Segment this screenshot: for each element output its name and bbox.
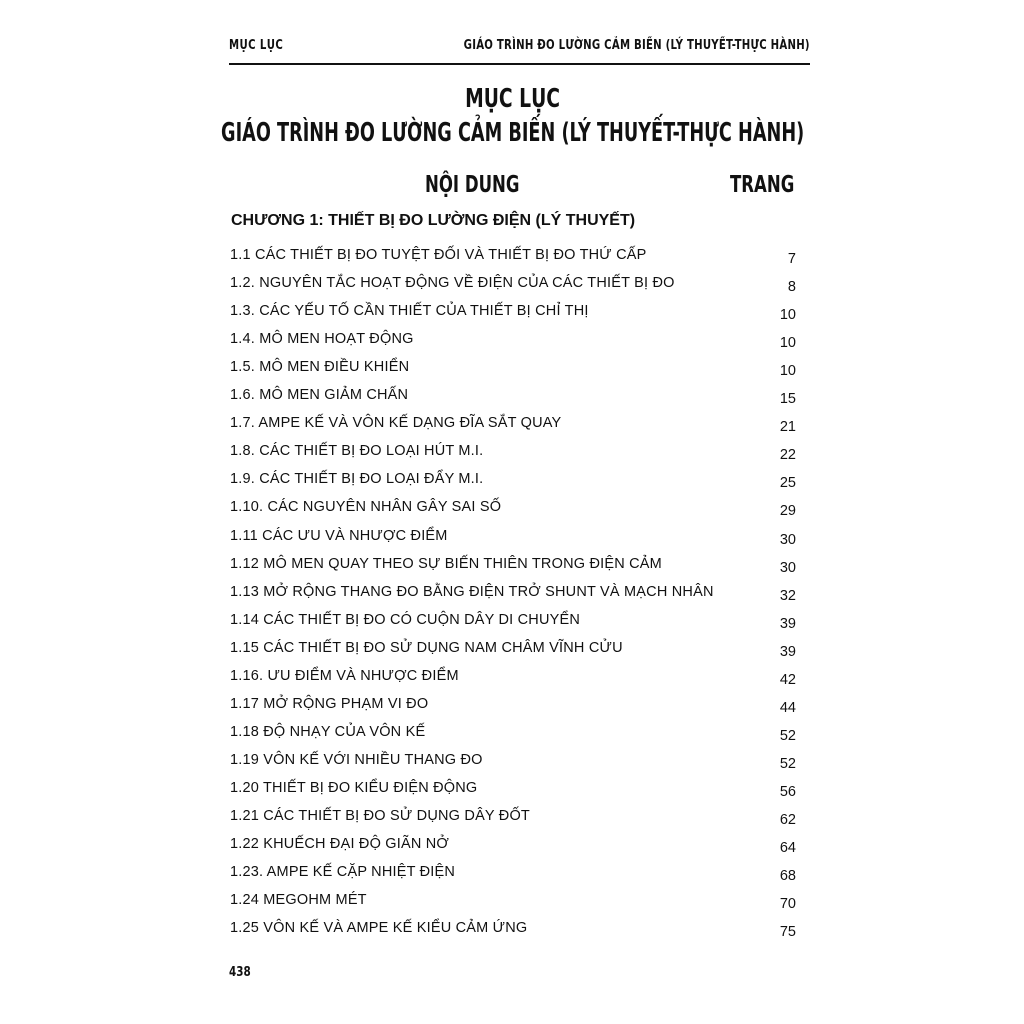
- toc-entry-label: 1.22 KHUẾCH ĐẠI ĐỘ GIÃN NỞ: [230, 836, 450, 852]
- toc-entry: [0, 528, 1024, 556]
- toc-entry: [0, 584, 1024, 612]
- toc-entry: [0, 724, 1024, 752]
- toc-entry-page: 64: [779, 840, 796, 856]
- page-column-heading: TRANG: [729, 172, 794, 198]
- toc-entry-page: 42: [779, 672, 796, 688]
- toc-entry: [0, 836, 1024, 864]
- toc-entry-label: 1.6. MÔ MEN GIẢM CHẤN: [230, 387, 409, 403]
- toc-entry-label: 1.9. CÁC THIẾT BỊ ĐO LOẠI ĐẨY M.I.: [230, 471, 484, 487]
- toc-entry-page: 7: [787, 251, 796, 267]
- toc-entry-page: 21: [779, 419, 796, 435]
- toc-entry: [0, 808, 1024, 836]
- toc-entry-page: 68: [779, 868, 796, 884]
- toc-entry-page: 39: [779, 616, 796, 632]
- toc-entry-label: 1.24 MEGOHM MÉT: [230, 892, 367, 908]
- toc-entry: [0, 556, 1024, 584]
- page-title: MỤC LỤC: [465, 84, 561, 114]
- toc-entry-label: 1.16. ƯU ĐIỂM VÀ NHƯỢC ĐIỂM: [230, 668, 459, 684]
- content-column-heading: NỘI DUNG: [425, 172, 520, 198]
- toc-entry: [0, 612, 1024, 640]
- toc-entry: [0, 331, 1024, 359]
- chapter-heading: CHƯƠNG 1: THIẾT BỊ ĐO LƯỜNG ĐIỆN (LÝ THUYẾT): [231, 212, 636, 229]
- toc-entry-page: 8: [787, 279, 796, 295]
- toc-entry: [0, 696, 1024, 724]
- toc-entry: [0, 471, 1024, 499]
- toc-entry-page: 30: [779, 560, 796, 576]
- page-number: 438: [229, 965, 251, 980]
- toc-entry-label: 1.10. CÁC NGUYÊN NHÂN GÂY SAI SỐ: [230, 499, 502, 515]
- toc-entry-page: 70: [779, 896, 796, 912]
- toc-entry: [0, 359, 1024, 387]
- toc-entry-label: 1.5. MÔ MEN ĐIỀU KHIỂN: [230, 359, 410, 375]
- toc-entry: [0, 443, 1024, 471]
- toc-entry-page: 52: [779, 756, 796, 772]
- toc-entry-page: 29: [779, 503, 796, 519]
- running-header-right: GIÁO TRÌNH ĐO LƯỜNG CẢM BIẾN (LÝ THUYẾT-THỰC HÀNH): [463, 38, 810, 53]
- toc-entry-page: 75: [779, 924, 796, 940]
- toc-entry: [0, 303, 1024, 331]
- toc-entry: [0, 387, 1024, 415]
- toc-entry-label: 1.15 CÁC THIẾT BỊ ĐO SỬ DỤNG NAM CHÂM VĨNH CỬU: [230, 640, 623, 656]
- toc-entry-label: 1.7. AMPE KẾ VÀ VÔN KẾ DẠNG ĐĨA SẮT QUAY: [230, 415, 562, 431]
- toc-entry: [0, 920, 1024, 948]
- toc-entry-page: 32: [779, 588, 796, 604]
- toc-entry: [0, 275, 1024, 303]
- toc-entry-label: 1.13 MỞ RỘNG THANG ĐO BẰNG ĐIỆN TRỞ SHUNT VÀ MẠCH NHÂN: [230, 584, 714, 600]
- toc-entry-label: 1.3. CÁC YẾU TỐ CẦN THIẾT CỦA THIẾT BỊ CHỈ THỊ: [230, 303, 589, 319]
- toc-entry-label: 1.19 VÔN KẾ VỚI NHIỀU THANG ĐO: [230, 752, 483, 768]
- toc-entry: [0, 499, 1024, 527]
- toc-entry-label: 1.17 MỞ RỘNG PHẠM VI ĐO: [230, 696, 429, 712]
- toc-entry-label: 1.12 MÔ MEN QUAY THEO SỰ BIẾN THIÊN TRONG ĐIỆN CẢM: [230, 556, 662, 572]
- toc-entry-page: 25: [779, 475, 796, 491]
- toc-entry-page: 44: [779, 700, 796, 716]
- toc-entry: [0, 892, 1024, 920]
- toc-entry: [0, 864, 1024, 892]
- toc-entry-label: 1.20 THIẾT BỊ ĐO KIỂU ĐIỆN ĐỘNG: [230, 780, 478, 796]
- toc-entry: [0, 640, 1024, 668]
- toc-entry-label: 1.23. AMPE KẾ CẶP NHIỆT ĐIỆN: [230, 864, 456, 880]
- toc-entry-label: 1.11 CÁC ƯU VÀ NHƯỢC ĐIỂM: [230, 528, 448, 544]
- toc-entry: [0, 415, 1024, 443]
- toc-entry-page: 10: [779, 335, 796, 351]
- toc-entry-label: 1.2. NGUYÊN TẮC HOẠT ĐỘNG VỀ ĐIỆN CỦA CÁC THIẾT BỊ ĐO: [230, 275, 675, 291]
- running-header-left: MỤC LỤC: [229, 38, 284, 53]
- toc-entry: [0, 752, 1024, 780]
- toc-entry-label: 1.8. CÁC THIẾT BỊ ĐO LOẠI HÚT M.I.: [230, 443, 484, 459]
- toc-entry: [0, 780, 1024, 808]
- toc-entry-label: 1.18 ĐỘ NHẠY CỦA VÔN KẾ: [230, 724, 426, 740]
- toc-entry-page: 39: [779, 644, 796, 660]
- toc-entry-label: 1.14 CÁC THIẾT BỊ ĐO CÓ CUỘN DÂY DI CHUYỂN: [230, 612, 581, 628]
- toc-entry-page: 52: [779, 728, 796, 744]
- toc-entry-page: 10: [779, 363, 796, 379]
- book-title: GIÁO TRÌNH ĐO LƯỜNG CẢM BIẾN (LÝ THUYẾT-THỰC HÀNH): [221, 118, 805, 148]
- toc-entry-label: 1.4. MÔ MEN HOẠT ĐỘNG: [230, 331, 414, 347]
- toc-entry-page: 10: [779, 307, 796, 323]
- toc-entry: [0, 668, 1024, 696]
- toc-entry-page: 30: [779, 532, 796, 548]
- toc-entry-page: 15: [779, 391, 796, 407]
- toc-entry-label: 1.21 CÁC THIẾT BỊ ĐO SỬ DỤNG DÂY ĐỐT: [230, 808, 530, 824]
- toc-entry: [0, 247, 1024, 275]
- toc-entry-label: 1.25 VÔN KẾ VÀ AMPE KẾ KIỂU CẢM ỨNG: [230, 920, 528, 936]
- toc-entry-label: 1.1 CÁC THIẾT BỊ ĐO TUYỆT ĐỐI VÀ THIẾT BỊ ĐO THỨ CẤP: [230, 247, 647, 263]
- toc-entry-page: 56: [779, 784, 796, 800]
- toc-entry-page: 62: [779, 812, 796, 828]
- toc-entry-page: 22: [779, 447, 796, 463]
